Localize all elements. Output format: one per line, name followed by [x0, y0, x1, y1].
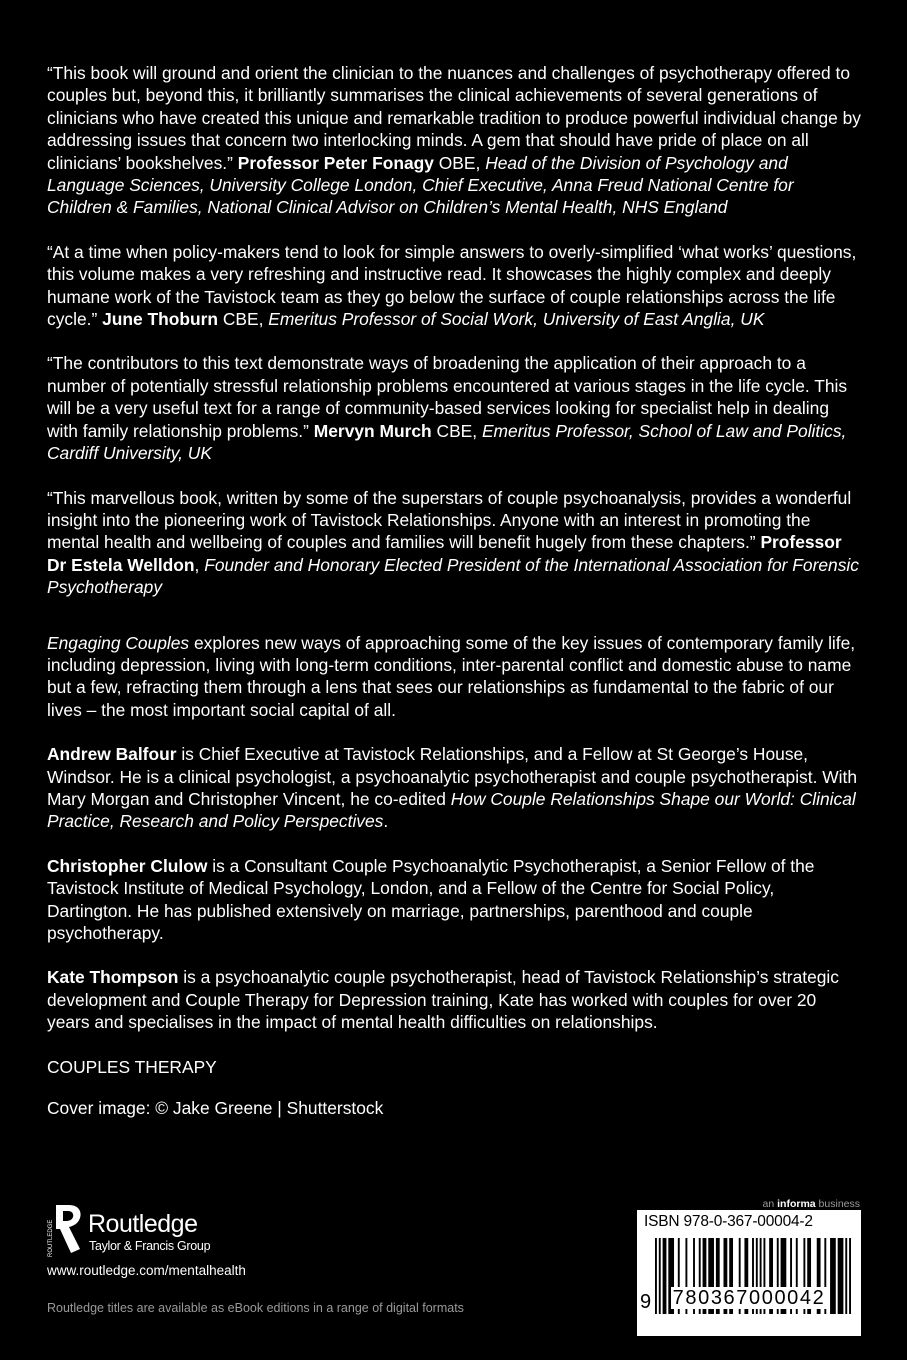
endorsement-quote: “The contributors to this text demonstrate ways of broadening the application of their approach to a number of potentially stressful relationship problems encountered at various stages in the life cycle. This will be a very useful text for a range of community-based services looking for specialist help in dealing with family relationship problems.” Mervyn Murch CBE, Emeritus Professor, School of Law and Politics, Cardiff University, UK: [47, 353, 848, 464]
cover-credit: Cover image: © Jake Greene | Shutterstock: [47, 1098, 384, 1119]
routledge-logo: [47, 1205, 247, 1255]
endorser-name: Mervyn Murch: [313, 420, 432, 441]
isbn-digits: 780367000042: [672, 1287, 826, 1309]
author-name: Kate Thompson: [47, 967, 179, 988]
endorsement-quote: “This book will ground and orient the clinician to the nuances and challenges of psychotherapy offered to couples but, beyond this, it brilliantly summarises the clinical achievements of several generations of clinicians who have created this unique and remarkable tradition to produce powerful individual change by addressing issues that concern two interlocking minds. A gem that should have pride of place on all clinicians’ bookshelves.” Professor Peter Fonagy OBE, Head of the Division of Psychology and Language Sciences, University College London, Chief Executive, Anna Freud National Centre for Children & Families, National Clinical Advisor on Children’s Mental Health, NHS England: [47, 63, 861, 218]
book-blurb: Engaging Couples explores new ways of approaching some of the key issues of contemporary family life, including depression, living with long-term conditions, inter-parental conflict and domestic abuse to name but a few, refracting them through a lens that sees our relationships as fundamental to the fabric of our lives – the most important social capital of all.: [47, 632, 856, 720]
svg-text:ROUTLEDGE: ROUTLEDGE: [48, 1219, 54, 1257]
ebook-note: Routledge titles are available as eBook editions in a range of digital formats: [47, 1301, 464, 1315]
endorser-affiliation: Emeritus Professor, School of Law and Politics, Cardiff University, UK: [47, 420, 847, 464]
publisher-name: Routledge: [88, 1210, 198, 1238]
isbn-label: ISBN 978-0-367-00004-2: [644, 1213, 813, 1230]
routledge-r-icon: [47, 1205, 83, 1257]
endorser-name: Professor Dr Estela Welldon: [47, 532, 842, 575]
author-bio-balfour: Andrew Balfour is Chief Executive at Tavistock Relationships, and a Fellow at St George’s House, Windsor. He is a clinical psychologist, a psychoanalytic psychotherapist and couple psychotherapist. With Mary Morgan and Christopher Vincent, he co-edited How Couple Relationships Shape our World: Clinical Practice, Research and Policy Perspectives.: [47, 744, 858, 832]
publisher-url[interactable]: www.routledge.com/mentalhealth: [47, 1263, 246, 1278]
isbn-barcode: [637, 1210, 861, 1336]
endorsement-quote: “At a time when policy-makers tend to look for simple answers to overly-simplified ‘what works’ questions, this volume makes a very refreshing and instructive read. It showcases the highly complex and deeply humane work of the Tavistock team as they go below the surface of couple relationships across the life cycle.” June Thoburn CBE, Emeritus Professor of Social Work, University of East Anglia, UK: [47, 241, 857, 330]
related-book-title: How Couple Relationships Shape our World: Clinical Practice, Research and Policy Perspectives: [47, 788, 856, 832]
subject-category: COUPLES THERAPY: [47, 1056, 217, 1077]
endorsement-quote: “This marvellous book, written by some of the superstars of couple psychoanalysis, provides a wonderful insight into the pioneering work of Tavistock Relationships. Anyone with an interest in promoting the mental health and wellbeing of couples and families will benefit hugely from these chapters.” Professor Dr Estela Welldon, Founder and Honorary Elected President of the International Association for Forensic Psychotherapy: [47, 487, 859, 598]
author-name: Christopher Clulow: [47, 855, 208, 876]
informa-tagline: an informa business: [762, 1198, 860, 1210]
author-bio-thompson: Kate Thompson is a psychoanalytic couple psychotherapist, head of Tavistock Relationship’s strategic development and Couple Therapy for Depression training, Kate has worked with couples for over 20 years and specialises in the impact of mental health difficulties on relationships.: [47, 967, 839, 1033]
endorser-name: June Thoburn: [102, 309, 219, 330]
back-cover-text: [47, 62, 862, 1119]
isbn-first-digit: 9: [640, 1291, 652, 1313]
book-title: Engaging Couples: [47, 632, 190, 653]
endorser-affiliation: Emeritus Professor of Social Work, University of East Anglia, UK: [268, 309, 765, 330]
author-bio-clulow: Christopher Clulow is a Consultant Couple Psychoanalytic Psychotherapist, a Senior Fellow of the Tavistock Institute of Medical Psychology, London, and a Fellow of the Centre for Social Policy, Dartington. He has published extensively on marriage, partnerships, parenthood and couple psychotherapy.: [47, 855, 815, 943]
footer: [0, 1190, 907, 1360]
publisher-group: Taylor & Francis Group: [89, 1239, 211, 1253]
endorser-affiliation: Head of the Division of Psychology and Language Sciences, University College London, Chief Executive, Anna Freud National Centre for Children & Families, National Clinical Advisor on Children’s Mental Health, NHS England: [47, 152, 794, 218]
endorser-affiliation: Founder and Honorary Elected President of the International Association for Forensic Psychotherapy: [47, 554, 859, 598]
endorser-name: Professor Peter Fonagy: [237, 152, 434, 173]
author-name: Andrew Balfour: [47, 744, 177, 765]
